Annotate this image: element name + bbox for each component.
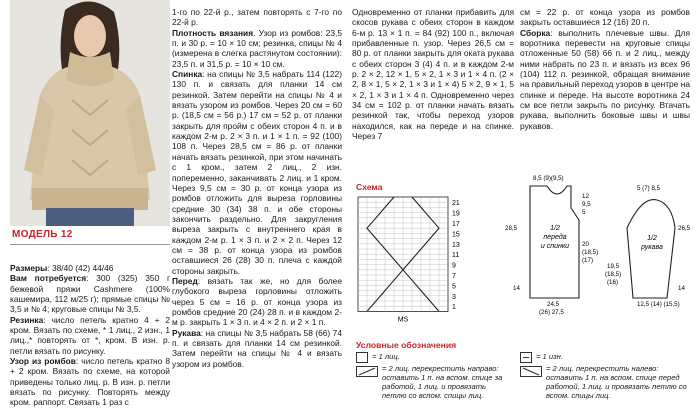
back-label: Спинка <box>172 69 203 80</box>
chart-row-number: 3 <box>452 293 456 301</box>
assembly-label: Сборка <box>520 27 551 38</box>
front-label: Перед <box>172 275 198 286</box>
pattern-paragraph <box>10 356 170 408</box>
sleeves-label: Рукава <box>172 327 201 338</box>
sleeves-end-paragraph: см = 22 р. от конца узора из ромбов закрыть оставшиеся 12 (16) 20 п. <box>520 7 690 28</box>
sleeves-continued-paragraph: Одновременно от планки прибавить для скосов рукава с обеих сторон в каждом 6-м р. 13 × 1 п. = 84 (92) 100 п., включая прибавленные п. узор. Через 26,5 см = 80 р. от планки закрыть для оката рукава с обеих сторон 3 (4) 4 п. и в каждом 2-м р. 2 × 2, 12 × 1, 5 × 2, 1 × 3 и 1 × 4 п. (2 × 2, 8 × 1, 5 × 2, 1 × 3 и 1 × 4) 5 × 2, 9 × 1, 5 × 2, 1 × 3 и 1 × 4 п. Одновременно через 34 см = 102 р. от планки начать вязать резинкой так, чтобы переход узоров находился, как на переде и на спинке. Через 7 <box>352 7 514 142</box>
body-label-2: переда <box>543 234 567 241</box>
chart-row-number: 13 <box>452 241 460 249</box>
pattern-text: : число петель кратно 8 + 2 кром. Вязать по схеме, на которой приведены только лиц. р. В изн. р. петли вязать по рисунку. Повторять между кром. раппорт. Связать 1 раз с <box>10 356 170 408</box>
gauge-paragraph <box>172 28 342 69</box>
sizes-paragraph <box>10 263 170 273</box>
instructions-column-1 <box>172 7 342 369</box>
chart-rapport-label: MS <box>397 316 409 324</box>
body-label-1: 1/2 <box>550 225 560 232</box>
sleeves-paragraph <box>172 328 342 369</box>
rib-text: : число петель кратно 4 + 2 кром. Вязать по схеме, * 1 лиц., 2 изн., 1 лиц.,* повторять от *, кром. В изн. р. петли вязать по рисунку. <box>10 314 170 356</box>
sleeve-label-2: рукава <box>641 244 663 251</box>
legend-title: Условные обозначения <box>356 340 457 350</box>
dim-9-5: 9,5 <box>582 201 591 208</box>
chart-row-number: 9 <box>452 262 456 270</box>
cross-left-symbol <box>520 366 542 377</box>
materials-label: Вам потребуется <box>10 273 87 284</box>
dim-sleeve-14: 14 <box>678 285 685 292</box>
sizes-label: Размеры <box>10 263 48 273</box>
purl-symbol <box>520 352 532 363</box>
materials-column <box>10 263 170 408</box>
assembly-paragraph <box>520 28 690 131</box>
legend-cross-right: = 2 лиц. перекрестить направо: оставить 1 п. на вспом. спице за работой, 1 лиц. и провязать петлю со вспом. спицы лиц. <box>382 364 503 400</box>
pattern-label: Узор из ромбов <box>10 356 76 367</box>
assembly-text: : выполнить плечевые швы. Для воротника перевести на круговые спицы отложенные 50 (58) 66 п. и 2 лиц., между ними набрать по 23 п. и вязать из всех 96 (104) 112 п. резинкой, обращая внимание на правильный переход узоров в центре на спинке и переде. На высоте воротника 24 см все петли закрыть по рисунку. Втачать рукава, выполнить боковые швы и швы рукавов. <box>520 27 690 131</box>
knit-symbol <box>356 352 368 363</box>
svg-text:(17): (17) <box>582 257 594 264</box>
sleeve-label-1: 1/2 <box>647 235 657 242</box>
chart-row-number: 7 <box>452 273 456 280</box>
gauge-text: . Узор из ромбов: 23,5 п. и 30 р. = 10 × 10 см; резинка, спицы № 4 (измерена в слегка растянутом состоянии): 23,5 п. и 31,5 р. = 10 × 10 см. <box>172 27 343 69</box>
model-title: МОДЕЛЬ 12 <box>12 229 73 240</box>
sizes-text: : 38/40 (42) 44/46 <box>47 263 114 273</box>
model-photo <box>10 0 170 226</box>
materials-paragraph <box>10 273 170 314</box>
dim-5: 5 <box>582 209 586 216</box>
instructions-column-2 <box>352 7 514 141</box>
rib-label: Резинка <box>10 314 44 325</box>
dim-sleeve-top: 5 (7) 8,5 <box>637 185 661 192</box>
front-paragraph <box>172 276 342 328</box>
cross-right-symbol <box>356 366 378 377</box>
svg-text:(16): (16) <box>607 279 619 286</box>
dim-20: 20 <box>582 241 589 248</box>
dim-sleeve-26-5: 26,5 <box>678 225 691 232</box>
rib-paragraph <box>10 315 170 356</box>
dim-28-5: 28,5 <box>505 225 518 232</box>
legend-knit: = 1 лиц. <box>372 352 400 361</box>
chart-row-number: 15 <box>452 231 460 239</box>
chart-row-number: 11 <box>452 252 460 260</box>
svg-text:(18,5): (18,5) <box>605 271 622 278</box>
sleeves-text: : на спицы № 3,5 набрать 58 (66) 74 п. и связать для планки 14 см резинкой. Затем перейти на спицы № 4 и вязать узором из ромбов. <box>172 327 342 369</box>
instructions-column-3 <box>520 7 690 131</box>
gauge-label: Плотность вязания <box>172 27 254 38</box>
legend-purl: = 1 изн. <box>536 352 563 361</box>
title-divider <box>10 244 170 245</box>
chart-grid <box>356 195 468 325</box>
chart-row-number: 1 <box>452 304 456 312</box>
dim-sleeve-side: 19,5 <box>607 263 620 270</box>
dim-sleeve-bottom: 12,5 (14) (15,5) <box>637 301 680 308</box>
body-outline <box>530 186 579 298</box>
chart-row-number: 21 <box>452 200 460 208</box>
chart-title: Схема <box>356 182 383 192</box>
dim-top-left: 8,5 (9)(9,5) <box>533 175 564 182</box>
body-label-3: и спинки <box>540 243 570 250</box>
dim-bottom: (26) 27,5 <box>539 309 564 316</box>
svg-text:(18,5): (18,5) <box>582 249 599 256</box>
chart-row-number: 5 <box>452 283 456 291</box>
chart-row-number: 19 <box>452 210 460 218</box>
legend-cross-left: = 2 лиц. перекрестить налево: оставить 1 п. на вспом. спице перед работой, 1 лиц. и провязать петлю со вспом. спицы лиц. <box>546 364 687 400</box>
knitting-chart <box>356 195 468 330</box>
dim-14: 14 <box>513 285 520 292</box>
back-paragraph <box>172 69 342 276</box>
chart-row-number: 17 <box>452 221 460 228</box>
front-text: : вязать так же, но для более глубокого выреза горловины отложить через 5 см = 16 р. от конца узора из ромбов средние 20 (24) 28 п. и в каждом 2-м р. закрыть 1 × 3 п. и 4 × 2 п. и 2 × 1 п. <box>172 275 342 328</box>
garment-schematic <box>497 168 693 323</box>
materials-text: : 300 (325) 350 г бежевой пряжи Cashmere (100% кашемира, 112 м/25 г); прямые спицы № 3,5 и № 4; круговые спицы № 3,5. <box>10 273 171 315</box>
dim-24-5: 24,5 <box>547 301 560 308</box>
dim-12: 12 <box>582 193 589 200</box>
pattern-repeat-paragraph: 1-го по 22-й р., затем повторять с 7-го по 22-й р. <box>172 7 342 28</box>
back-text: : на спицы № 3,5 набрать 114 (122) 130 п. и связать для планки 14 см резинкой. Затем перейти на спицы № 4 и вязать узором из ромбов. Через 20 см = 60 р. (18,5 см = 56 р.) 17 см = 52 р. от планки закрыть для пройм с обеих сторон 4 п. и в каждом 2-м р. 2 × 3 п. и 1 × 1 п. = 92 (100) 108 п. Через 28,5 см = 86 р. от планки начать вязать резинкой, при этом начинать с 1 кром., затем 2 лиц., 2 изн. попеременно, заканчивать 2 лиц. и 1 кром. Через 9,5 см = 30 р. от конца узора из ромбов отложить для выреза горловины средние 30 (34) 38 п. и обе стороны закончить раздельно. Для закругления выреза закрыть с внутреннего края в каждом 2-м р. 1 × 3 п. и 2 × 2 п. Через 12 см = 38 р. от конца узора из ромбов оставшиеся 26 (28) 30 п. плеча с каждой стороны закрыть. <box>172 69 342 276</box>
